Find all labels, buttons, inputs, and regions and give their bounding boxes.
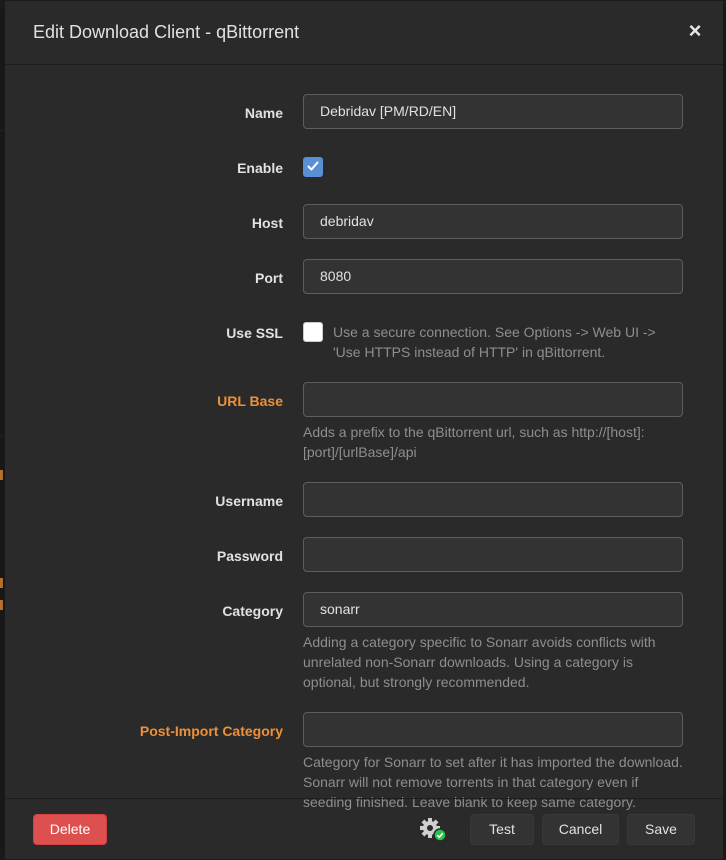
name-input[interactable]: Debridav [PM/RD/EN] <box>303 94 683 129</box>
password-input[interactable] <box>303 537 683 572</box>
url-base-input[interactable] <box>303 382 683 417</box>
username-input[interactable] <box>303 482 683 517</box>
post-import-category-label: Post-Import Category <box>139 723 283 739</box>
name-label: Name <box>244 105 283 121</box>
enable-label: Enable <box>237 160 283 176</box>
password-label: Password <box>216 548 283 564</box>
gear-check-icon <box>419 817 447 843</box>
use-ssl-label: Use SSL <box>226 325 283 341</box>
url-base-label: URL Base <box>217 393 283 409</box>
category-input[interactable]: sonarr <box>303 592 683 627</box>
modal-body[interactable] <box>5 66 723 810</box>
cancel-button[interactable]: Cancel <box>542 814 619 845</box>
url-base-help: Adds a prefix to the qBittorrent url, such as http://[host]:[port]/[urlBase]/api <box>303 424 645 460</box>
delete-button[interactable]: Delete <box>33 814 107 845</box>
port-input[interactable]: 8080 <box>303 259 683 294</box>
checkmark-icon <box>307 160 319 172</box>
close-icon: × <box>688 18 702 43</box>
background-accent <box>0 470 3 480</box>
modal-title: Edit Download Client - qBittorrent <box>33 22 300 42</box>
category-label: Category <box>222 603 283 619</box>
close-button[interactable] <box>683 19 707 43</box>
username-label: Username <box>215 493 283 509</box>
background-accent <box>0 600 3 610</box>
post-import-category-input[interactable] <box>303 712 683 747</box>
background-accent <box>0 578 3 588</box>
use-ssl-checkbox[interactable] <box>303 322 323 342</box>
port-label: Port <box>255 270 283 286</box>
modal-footer <box>5 798 723 859</box>
edit-download-client-modal <box>4 0 724 860</box>
enable-checkbox[interactable] <box>303 157 323 177</box>
modal-header <box>5 1 723 65</box>
save-button[interactable]: Save <box>627 814 695 845</box>
category-help: Adding a category specific to Sonarr avoids conflicts with unrelated non-Sonarr downloads. Using a category is optional, but strongly recommended. <box>303 634 656 690</box>
host-input[interactable]: debridav <box>303 204 683 239</box>
post-import-category-help: Category for Sonarr to set after it has imported the download. Sonarr will not remove torrents in that category even if seeding finished. Leave blank to keep same category. <box>303 754 683 810</box>
use-ssl-help: Use a secure connection. See Options -> Web UI -> 'Use HTTPS instead of HTTP' in qBittorrent. <box>333 324 656 360</box>
host-label: Host <box>251 215 283 231</box>
test-button[interactable]: Test <box>470 814 534 845</box>
